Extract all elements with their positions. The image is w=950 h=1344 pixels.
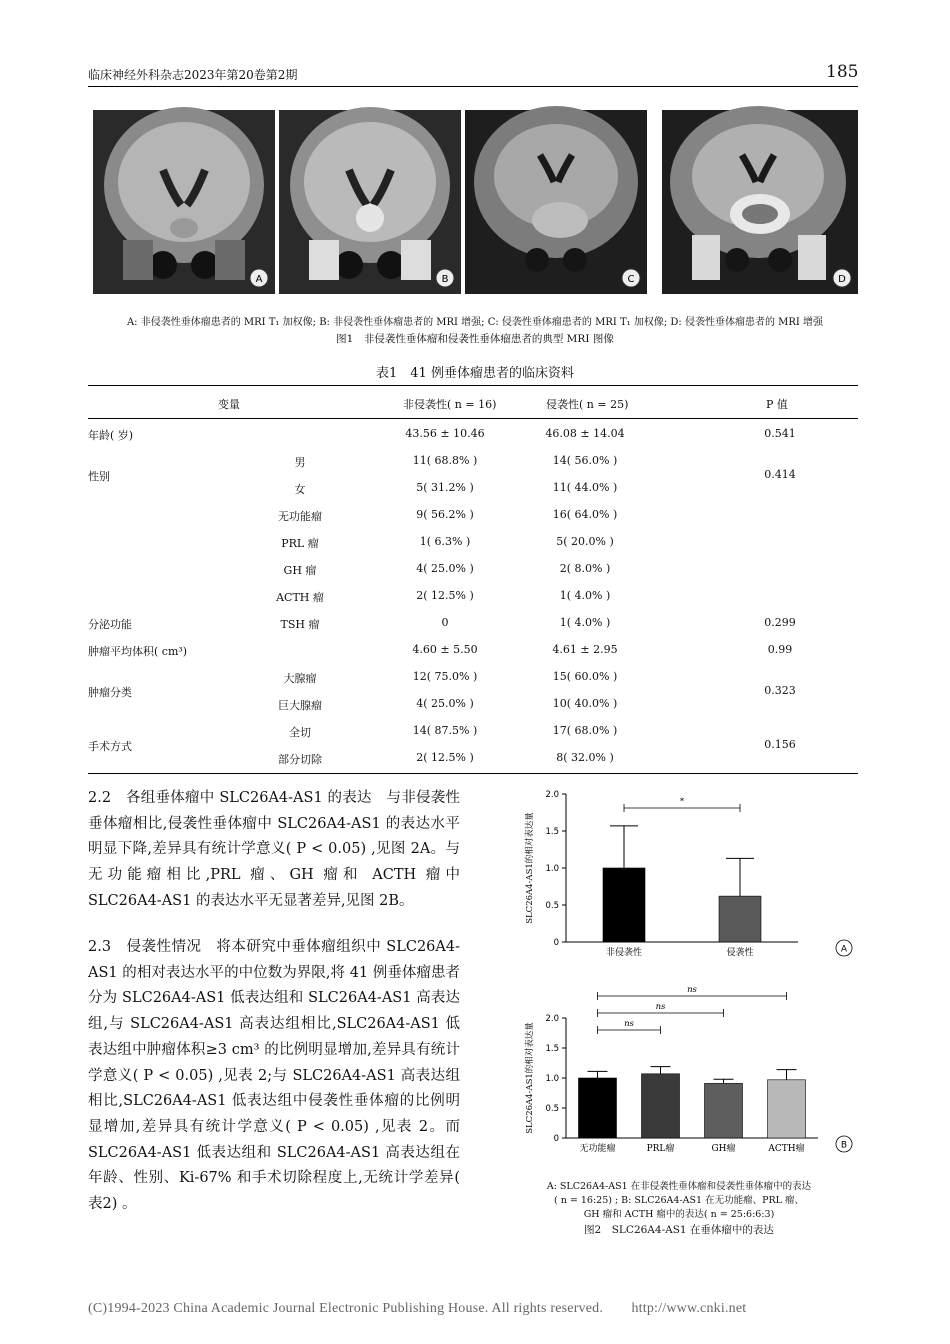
table-bottom-rule <box>88 773 858 774</box>
figure1-caption-detail: A: 非侵袭性垂体瘤患者的 MRI T₁ 加权像; B: 非侵袭性垂体瘤患者的 MRI 增强; C: 侵袭性垂体瘤患者的 MRI T₁ 加权像; D: 侵袭性垂体瘤患者的 MRI 增强 <box>126 317 824 328</box>
table-cell-noninvasive: 5( 31.2% ) <box>416 481 474 494</box>
table-cell-subgroup: 全切 <box>289 726 311 739</box>
table-cell-subgroup: 部分切除 <box>278 753 322 766</box>
table-cell-noninvasive: 0 <box>441 616 449 629</box>
table-cell-noninvasive: 11( 68.8% ) <box>412 454 478 467</box>
panel-c-label: C <box>627 274 635 285</box>
table-cell-p-value: 0.541 <box>764 427 796 440</box>
table-cell-invasive: 11( 44.0% ) <box>552 481 618 494</box>
table-cell-noninvasive: 4.60 ± 5.50 <box>412 643 478 656</box>
mri-panel-a <box>93 110 275 294</box>
table-header-variable: 变量 <box>218 398 240 411</box>
table-header-rule <box>88 418 858 419</box>
significance-label: ns <box>687 985 697 995</box>
panel-letter: A <box>840 944 848 955</box>
section-2-3 <box>88 935 460 1218</box>
table-cell-subgroup: GH 瘤 <box>283 564 317 577</box>
table-header-noninvasive: 非侵袭性( n = 16) <box>403 398 497 411</box>
significance-label: ns <box>655 1002 666 1012</box>
table-cell-noninvasive: 9( 56.2% ) <box>416 508 474 521</box>
bar <box>642 1074 680 1138</box>
y-tick-label: 1.5 <box>545 827 559 837</box>
table-cell-invasive: 5( 20.0% ) <box>556 535 614 548</box>
y-tick-label: 2.0 <box>545 790 559 800</box>
significance-label: ns <box>624 1019 634 1029</box>
y-axis-label: SLC26A4-AS1的相对表达量 <box>525 1022 535 1134</box>
table-cell-noninvasive: 4( 25.0% ) <box>416 697 474 710</box>
chart-b <box>512 978 862 1178</box>
paragraph-2-3: 2.3 侵袭性情况 将本研究中垂体瘤组织中 SLC26A4-AS1 的相对表达水平的中位数为界限,将 41 例垂体瘤患者分为 SLC26A4-AS1 低表达组和 SLC26A4-AS1 高表达组,与 SLC26A4-AS1 高表达组相比,SLC26A4-AS1 低表达组中肿瘤体积≥3 cm³ 的比例明显增加,差异具有统计学意义( P < 0.05) ,见表 2;与 SLC26A4-AS1 高表达组相比,SLC26A4-AS1 低表达组中侵袭性垂体瘤的比例明显增加,差异具有统计学意义( P < 0.05) ,见表 2。而 SLC26A4-AS1 低表达组和 SLC26A4-AS1 高表达组在年龄、性别、Ki-67% 和手术切除程度上,无统计学差异( 表2) 。 <box>88 939 460 1213</box>
table-cell-noninvasive: 12( 75.0% ) <box>412 670 478 683</box>
x-tick-label: GH瘤 <box>711 1144 736 1154</box>
panel-letter: B <box>840 1140 848 1151</box>
chart-a <box>512 782 862 970</box>
table-cell-invasive: 46.08 ± 14.04 <box>545 427 625 440</box>
panel-d-label: D <box>838 274 846 285</box>
table-cell-subgroup: TSH 瘤 <box>280 618 320 631</box>
x-tick-label: 非侵袭性 <box>605 948 643 958</box>
y-tick-label: 1.0 <box>545 864 559 874</box>
table-header-invasive: 侵袭性( n = 25) <box>546 398 629 411</box>
y-tick-label: 0.5 <box>545 901 559 911</box>
figure1-caption-title: 图1 非侵袭性垂体瘤和侵袭性垂体瘤患者的典型 MRI 图像 <box>336 333 614 345</box>
table-cell-invasive: 17( 68.0% ) <box>552 724 618 737</box>
figure2-caption-title: 图2 SLC26A4-AS1 在垂体瘤中的表达 <box>584 1224 774 1236</box>
table-cell-variable: 性别 <box>88 469 110 483</box>
table-cell-variable: 肿瘤平均体积( cm³) <box>88 645 188 658</box>
table-cell-invasive: 1( 4.0% ) <box>559 616 611 629</box>
header-rule <box>88 86 858 87</box>
figure2-caption-b: ( n = 16:25) ; B: SLC26A4-AS1 在无功能瘤、PRL 瘤、 <box>554 1195 804 1206</box>
table-cell-p-value: 0.299 <box>764 616 796 629</box>
table-cell-invasive: 2( 8.0% ) <box>559 562 611 575</box>
table-cell-variable: 分泌功能 <box>88 618 132 631</box>
page-number: 185 <box>826 62 859 82</box>
bar <box>768 1080 806 1138</box>
figure2-caption-a: A: SLC26A4-AS1 在非侵袭性垂体瘤和侵袭性垂体瘤中的表达 <box>546 1181 812 1192</box>
bar <box>719 896 761 942</box>
table-cell-p-value: 0.156 <box>764 737 796 751</box>
copyright-footer: (C)1994-2023 China Academic Journal Electronic Publishing House. All rights reserved. http://www.cnki.net <box>88 1301 747 1316</box>
table-cell-p-value: 0.414 <box>764 467 796 481</box>
mri-panel-d <box>662 110 844 294</box>
bar <box>579 1078 617 1138</box>
panel-b-label: B <box>441 274 449 285</box>
section-2-2 <box>88 786 460 915</box>
y-tick-label: 0 <box>553 1134 559 1144</box>
table-header-p: P 值 <box>766 398 788 411</box>
y-tick-label: 1.0 <box>545 1074 559 1084</box>
table-cell-noninvasive: 14( 87.5% ) <box>412 724 478 737</box>
x-tick-label: ACTH瘤 <box>768 1144 805 1154</box>
panel-a-label: A <box>255 274 263 285</box>
x-tick-label: PRL瘤 <box>646 1144 675 1154</box>
figure2-caption-c: GH 瘤和 ACTH 瘤中的表达( n = 25:6:6:3) <box>583 1209 775 1220</box>
table-cell-noninvasive: 2( 12.5% ) <box>416 751 474 764</box>
y-tick-label: 2.0 <box>545 1014 559 1024</box>
journal-header: 临床神经外科杂志2023年第20卷第2期 <box>88 68 298 82</box>
table-cell-noninvasive: 43.56 ± 10.46 <box>405 427 485 440</box>
table-cell-subgroup: 男 <box>294 456 306 469</box>
y-tick-label: 0 <box>553 938 559 948</box>
x-tick-label: 侵袭性 <box>726 948 754 958</box>
table-cell-variable: 年龄( 岁) <box>88 429 134 442</box>
y-tick-label: 0.5 <box>545 1104 559 1114</box>
mri-panel-b <box>279 110 461 294</box>
x-tick-label: 无功能瘤 <box>579 1144 616 1154</box>
significance-label: * <box>679 797 685 807</box>
bar <box>705 1083 743 1138</box>
table-cell-invasive: 4.61 ± 2.95 <box>552 643 618 656</box>
table-top-rule <box>88 385 858 386</box>
table-cell-invasive: 8( 32.0% ) <box>556 751 614 764</box>
mri-panel-c <box>465 110 647 294</box>
table-cell-variable: 肿瘤分类 <box>88 685 132 699</box>
table-cell-subgroup: PRL 瘤 <box>281 537 319 550</box>
y-tick-label: 1.5 <box>545 1044 559 1054</box>
table-cell-noninvasive: 2( 12.5% ) <box>416 589 474 602</box>
table-cell-invasive: 15( 60.0% ) <box>552 670 618 683</box>
table1-title: 表1 41 例垂体瘤患者的临床资料 <box>376 366 574 381</box>
paragraph-2-2: 2.2 各组垂体瘤中 SLC26A4-AS1 的表达 与非侵袭性垂体瘤相比,侵袭性垂体瘤中 SLC26A4-AS1 的表达水平明显下降,差异具有统计学意义( P < 0.05) ,见图 2A。与无功能瘤相比,PRL 瘤、GH 瘤和 ACTH 瘤中 SLC26A4-AS1 的表达水平无显著差异,见图 2B。 <box>88 790 460 909</box>
table-cell-p-value: 0.99 <box>767 643 793 656</box>
table-cell-subgroup: 巨大腺瘤 <box>278 699 322 712</box>
table-cell-subgroup: ACTH 瘤 <box>276 591 324 604</box>
table-cell-invasive: 14( 56.0% ) <box>552 454 618 467</box>
table-cell-subgroup: 无功能瘤 <box>278 510 322 523</box>
y-axis-label: SLC26A4-AS1的相对表达量 <box>525 812 535 924</box>
table-cell-subgroup: 女 <box>294 483 306 496</box>
table-cell-variable: 手术方式 <box>88 739 132 753</box>
table-cell-noninvasive: 4( 25.0% ) <box>416 562 474 575</box>
bar <box>603 868 645 942</box>
table-cell-invasive: 1( 4.0% ) <box>559 589 611 602</box>
table-cell-invasive: 10( 40.0% ) <box>552 697 618 710</box>
table-cell-noninvasive: 1( 6.3% ) <box>419 535 471 548</box>
table-cell-invasive: 16( 64.0% ) <box>552 508 618 521</box>
table-cell-p-value: 0.323 <box>764 683 796 697</box>
table-cell-subgroup: 大腺瘤 <box>283 672 317 685</box>
